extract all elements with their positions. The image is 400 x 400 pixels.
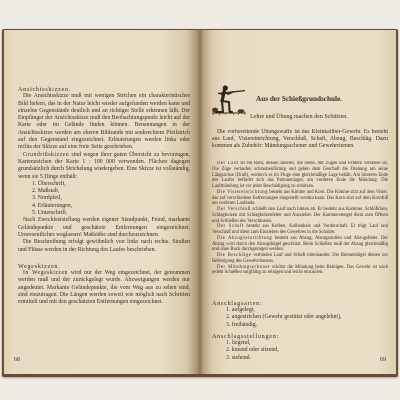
list-item: 1. aufgelegt,	[226, 307, 255, 314]
paragraph	[212, 253, 388, 265]
paragraph-lead: Die Abzugseinrichtung	[217, 235, 273, 241]
paragraph-lead: Die Beschläge	[217, 253, 252, 258]
list-item: 2. Maßstab,	[32, 188, 60, 195]
paragraph-lead: Der Verschluß	[217, 207, 251, 212]
list-item: 2. kniend oder sitzend,	[226, 347, 279, 354]
stance-types-list	[212, 307, 388, 329]
paragraph-text: sind wegen ihrer guten Übersicht zu bevorzugen. Kartenzeichen der Karte 1 : 100 000 verwenden. Flächen dagegen grundsätzlich durch Strichelung wiedergeben. Eine Skizze ist vollständig, wenn sie 5 Dinge enthält:	[18, 151, 190, 180]
sketch-elements-list	[18, 181, 190, 217]
paragraph: Die Ansichtsskizze muß mit wenigen Strichen ein charakteristisches Bild liefern, das in der Natur leicht wieder aufgefunden werden kann und einzelne Gegenstände deutlich und an richtiger Stelle erkennen läßt. Der Empfänger der Ansichtsskizze muß den Beobachtungspunkt leicht auf der Karte oder im Gelände finden können. Benennungen in der Ansichtsskizze werden am oberen Bildrande mit senkrechtem Pfeilstrich auf den Gegenstand eingezeichnet. Erläuterungen werden links oder rechts der Skizze auf eine freie Seite geschrieben.	[18, 93, 190, 151]
stance-types-block	[212, 300, 388, 329]
list-item: 3. Nordpfeil,	[32, 195, 62, 202]
paragraph-text: besteht aus Kimme und Korn. Die Kimme sitzt auf dem Visier, das auf verschiedene Entfernungen eingestellt werden kann. Das Korn sitzt auf dem Kornfuß am vorderen Laufende.	[212, 189, 388, 207]
list-item: 2. angestrichen (Gewehr gestützt oder angelehnt),	[226, 314, 342, 321]
list-item: 3. stehend.	[226, 354, 251, 361]
paragraph-lead: Der Lauf	[217, 161, 239, 166]
paragraph-lead: Die Visiereinrichtung	[217, 189, 268, 195]
paragraph-text: besteht aus Abzug, Abzugsstollen und Abzugsfeder. Der Abzug wird durch den Abzugsbügel geschützt. Beim Schießen muß der Abzug gleichmäßig und ohne Ruck durchgezogen werden.	[212, 235, 388, 253]
left-page-text	[18, 86, 190, 338]
paragraph-lead: Der Schaft	[217, 224, 244, 230]
positions-heading: Anschlagsstellungen:	[212, 333, 279, 340]
paragraph-text: schließt den Lauf nach hinten ab. Er besteht aus Kammer, Schlößchen, Schlagbolzen mit Schlagbolzenfeder und Auszieher. Der Kammerstengel dient zum Öffnen und Schließen des Verschlusses.	[212, 207, 388, 224]
positions-list	[212, 340, 388, 362]
left-page	[4, 30, 200, 374]
section-heading-view-sketches: Ansichtsskizzen.	[18, 86, 71, 93]
positions-block	[212, 333, 388, 362]
page-subtitle: Lehre und Übung machen den Schützen.	[250, 114, 348, 120]
right-page	[200, 30, 396, 374]
paragraph-text: ist ein Rohr, dessen Inneres, die Seele, mit Zügen und Feldern versehen ist. Die Züge verlaufen schraubenförmig und geben dem Geschoß die Drehung um seine Längsachse (Drall), wodurch es im Fluge eine gleichmäßige Lage behält. Am hinteren Ende des Laufes befindet sich das Patronenlager, am vorderen Ende die Mündung. Die Laufmündung ist vor jeder Beschädigung zu schützen.	[212, 161, 388, 189]
paragraph	[18, 152, 190, 181]
paragraph-text: besteht aus Kolben, Kolbenhals und Vorderschaft. Er trägt Lauf und Verschluß und dient zum Einziehen des Gewehres in die Schulter.	[212, 224, 388, 235]
section-heading-route-sketches: Wegeskizzen.	[18, 262, 61, 270]
page-number: 68	[14, 357, 20, 363]
paragraph-lead: Grundrißskizzen	[23, 151, 70, 158]
paragraph: Die Beschreibung erfolgt gewöhnlich von links nach rechts. Straßen und Flüsse werden in der Richtung des Laufes beschrieben.	[18, 239, 190, 253]
list-item: 5. Unterschrift.	[32, 210, 68, 217]
rifleman-head	[223, 85, 228, 90]
paragraph-text: wird nur der Weg eingezeichnet, der genommen werden muß und der zurückgelegt wurde. Abzweigungen werden nur angedeutet. Markante Geländepunkte, die vom Weg aus zu sehen sind, sind einzutragen. Die Längen werden soweit wie möglich nach Schritten ermittelt und mit den geschätzten Entfernungen eingezeichnet.	[18, 270, 190, 306]
paragraph-lead: In Wegeskizzen	[23, 270, 68, 277]
paragraph	[212, 236, 388, 253]
paragraph	[18, 270, 190, 306]
paragraph	[212, 265, 388, 277]
paragraph-lead: Der Mündungsschoner	[217, 264, 271, 270]
paragraph	[212, 161, 388, 190]
list-item: 1. Überschrift,	[32, 180, 66, 187]
intro-paragraph: Die vorbereitende Übungswaffe ist das Kleinkaliber-Gewehr. Es besteht aus Lauf, Visiereinrichtung, Verschluß, Schaft, Abzug, Beschläg. Dazu kommen als Zubehör: Mündungsschoner und Gewehrriemen.	[212, 129, 388, 150]
paragraph-text: schützt die Mündung beim Reinigen. Das Gewehr ist nach jedem Schießen sorgfältig zu reinigen und leicht einzuölen.	[212, 264, 388, 276]
page-number: 69	[380, 357, 386, 363]
paragraph	[212, 224, 388, 236]
list-item: 4. Erläuterungen,	[32, 202, 73, 209]
paragraph	[212, 207, 388, 224]
rifle-parts-text	[212, 161, 388, 296]
stance-types-heading: Anschlagsarten:	[212, 300, 263, 307]
paragraph: Nach Zweckfeststellung werden eigener Standpunkt, Feind, markante Geländepunkte und geschätzte Entfernungen eingezeichnet. Unwesentliches weglassen! Maßstäbe sind durchzuzeichnen.	[18, 217, 190, 238]
paragraph	[212, 190, 388, 207]
open-book	[2, 29, 398, 377]
list-item: 1. liegend,	[226, 340, 251, 347]
paragraph-text: verbinden Lauf und Schaft miteinander. Die Riemenbügel dienen zur Befestigung des Gewehrriemens.	[212, 253, 388, 264]
list-item: 3. freihändig.	[226, 321, 258, 328]
page-title: Aus der Schießgrundschule.	[256, 95, 342, 103]
